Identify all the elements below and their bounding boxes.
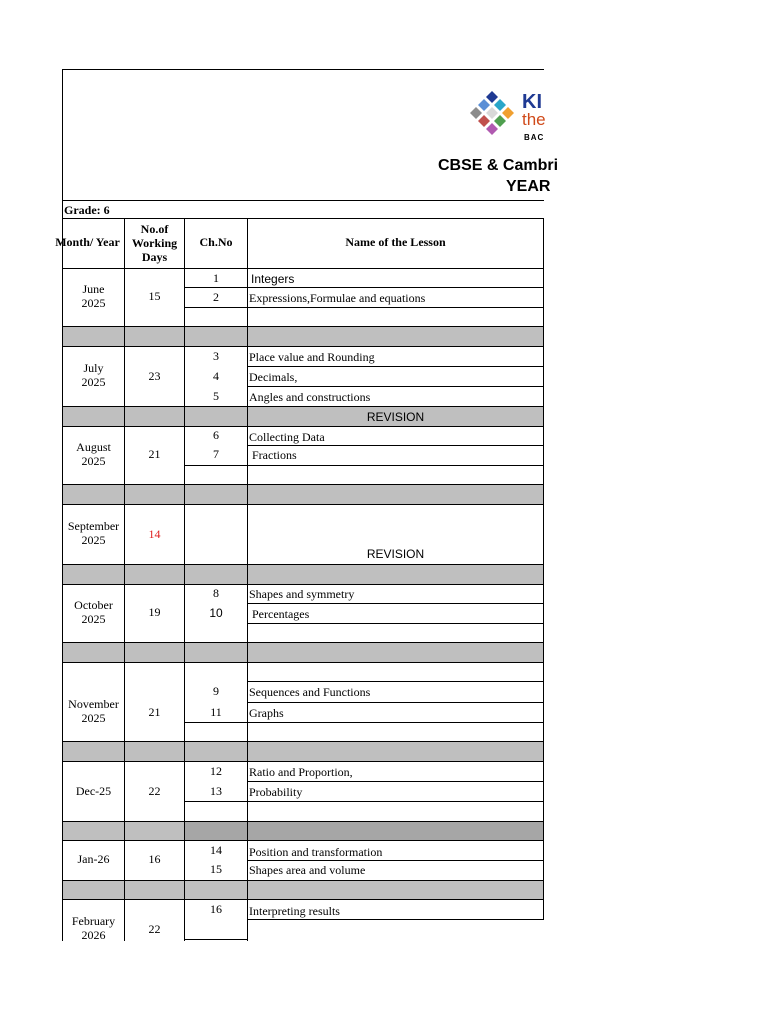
lesson-name: Integers <box>251 272 295 286</box>
frame-top <box>62 69 544 70</box>
month-cell: June 2025 <box>81 282 106 310</box>
lesson-name: Place value and Rounding <box>249 350 375 364</box>
days-cell: 21 <box>148 705 161 719</box>
lesson-name: Percentages <box>249 607 310 621</box>
chapter-number: 3 <box>213 349 219 363</box>
chapter-number: 15 <box>210 862 222 876</box>
lesson-name: Sequences and Functions <box>249 685 371 699</box>
header-bottom-rule <box>62 200 544 201</box>
lesson-name: Shapes and symmetry <box>249 587 355 601</box>
revision-label: REVISION <box>366 547 425 561</box>
separator-band <box>63 484 544 504</box>
days-cell: 21 <box>148 447 161 461</box>
month-cell: October 2025 <box>74 598 113 626</box>
chapter-number: 9 <box>213 684 219 698</box>
separator-band <box>63 326 544 346</box>
month-cell: August 2025 <box>76 440 111 468</box>
lesson-name: Fractions <box>249 448 297 462</box>
chapter-number: 8 <box>213 586 219 600</box>
chapter-number: 11 <box>210 705 222 719</box>
chapter-number: 16 <box>210 902 222 916</box>
column-header-month: Month/ Year <box>55 235 120 249</box>
chapter-number: 6 <box>213 428 219 442</box>
chapter-number: 7 <box>213 447 219 461</box>
chapter-number: 13 <box>210 784 222 798</box>
column-header-chno: Ch.No <box>199 235 233 249</box>
chapter-number: 10 <box>209 606 223 620</box>
days-cell: 16 <box>148 852 161 866</box>
separator-band-dark <box>185 821 544 840</box>
separator-band <box>63 564 544 584</box>
logo-subline: BAC <box>524 133 545 142</box>
schedule-sheet <box>55 69 559 942</box>
separator-band <box>63 642 544 662</box>
chapter-number: 4 <box>213 369 219 383</box>
lesson-name: Graphs <box>249 706 284 720</box>
grade-label: Grade: 6 <box>64 203 110 217</box>
column-header-days: No.of Working Days <box>131 222 178 264</box>
lesson-name: Angles and constructions <box>249 390 371 404</box>
logo-tagline: the <box>522 110 546 129</box>
separator-band <box>63 880 544 899</box>
chapter-number: 14 <box>210 843 222 857</box>
month-cell: Jan-26 <box>77 852 110 866</box>
days-cell: 22 <box>148 784 161 798</box>
lesson-name: Expressions,Formulae and equations <box>249 291 426 305</box>
lesson-name: Probability <box>249 785 303 799</box>
days-cell: 22 <box>148 922 161 936</box>
chapter-number: 12 <box>210 764 222 778</box>
lesson-name: Collecting Data <box>249 430 325 444</box>
days-cell-highlighted: 14 <box>148 527 161 541</box>
lesson-name: Decimals, <box>249 370 298 384</box>
lesson-name: Interpreting results <box>249 904 340 918</box>
school-logo-icon <box>468 89 524 135</box>
page-title: CBSE & Cambri <box>438 157 559 174</box>
lesson-name: Ratio and Proportion, <box>249 765 353 779</box>
page-subtitle: YEAR <box>506 178 551 195</box>
month-cell: February 2026 <box>71 914 116 942</box>
revision-label: REVISION <box>366 410 425 424</box>
separator-band <box>63 741 544 761</box>
column-header-lesson: Name of the Lesson <box>345 235 446 249</box>
days-cell: 19 <box>148 605 161 619</box>
month-cell: September 2025 <box>67 519 120 547</box>
chapter-number: 1 <box>213 271 219 285</box>
chapter-number: 5 <box>213 389 219 403</box>
month-cell: Dec-25 <box>75 784 112 798</box>
days-cell: 23 <box>148 369 161 383</box>
chapter-number: 2 <box>213 290 219 304</box>
lesson-name: Shapes area and volume <box>249 863 366 877</box>
lesson-name: Position and transformation <box>249 845 383 859</box>
month-cell: November 2025 <box>68 697 119 725</box>
days-cell: 15 <box>148 289 161 303</box>
month-cell: July 2025 <box>81 361 106 389</box>
logo-wordmark: KI <box>522 91 542 113</box>
